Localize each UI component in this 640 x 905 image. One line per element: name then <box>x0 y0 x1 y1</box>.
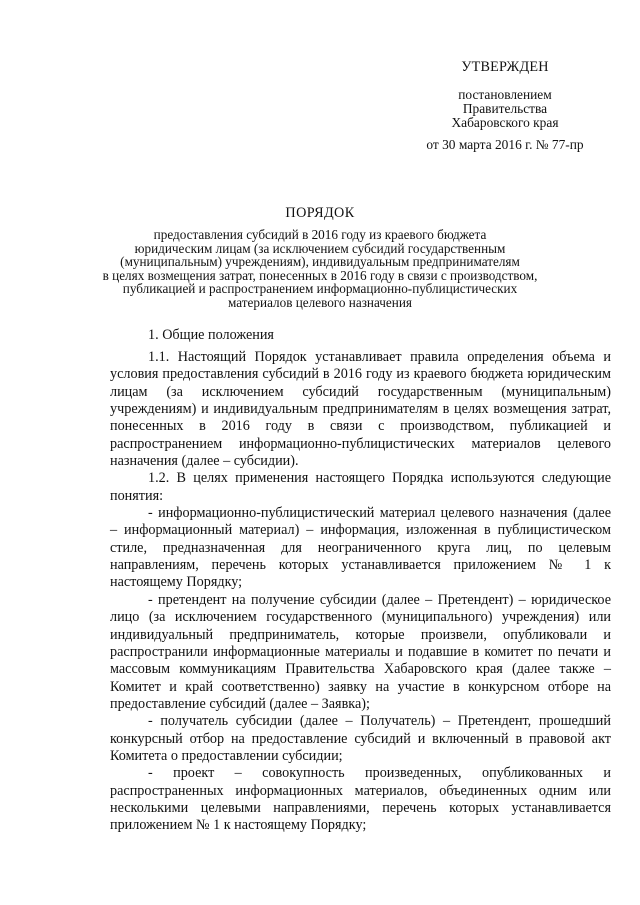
paragraph: - проект – совокупность произведенных, опубликованных и распространенных информационных материалов, объединенных одним или несколькими целевыми направлениями, перечень которых устанавливается приложением № 1 к настоящему Порядку; <box>110 765 611 834</box>
approval-block <box>390 60 620 152</box>
approval-date: от 30 марта 2016 г. № 77-пр <box>426 137 584 152</box>
approval-by-line: Правительства <box>462 101 548 116</box>
document-title: ПОРЯДОК <box>285 205 355 221</box>
paragraph: - информационно-публицистический материал целевого назначения (далее – информационный материал) – информация, изложенная в публицистическом стиле, предназначенная для неограниченного круга лиц, по целевым направлениям, перечень которых устанавливается приложением № 1 к настоящему Порядку; <box>110 505 611 591</box>
paragraph: - получатель субсидии (далее – Получатель) – Претендент, прошедший конкурсный отбор на предоставление субсидий и включенный в правовой акт Комитета о предоставлении субсидии; <box>110 713 611 764</box>
document-body <box>110 349 611 835</box>
subtitle-line: в целях возмещения затрат, понесенных в 2016 году в связи с производством, <box>102 267 538 283</box>
section-heading: 1. Общие положения <box>148 327 274 343</box>
subtitle-line: публикацией и распространением информационно-публицистических <box>122 281 518 297</box>
subtitle-line: предоставления субсидий в 2016 году из краевого бюджета <box>153 227 487 242</box>
subtitle-line: (муниципальным) учреждениям), индивидуальным предпринимателям <box>120 254 520 270</box>
paragraph: - претендент на получение субсидии (далее – Претендент) – юридическое лицо (за исключением государственного (муниципального) учреждения) или индивидуальный предприниматель, которые произвели, опубликовали и распространили информационные материалы и подавшие в комитет по печати и массовым коммуникациям Правительства Хабаровского края (далее также – Комитет и край соответственно) заявку на участие в конкурсном отборе на предоставление субсидий (далее – Заявка); <box>110 591 611 712</box>
approval-heading: УТВЕРЖДЕН <box>461 59 549 75</box>
paragraph: 1.1. Настоящий Порядок устанавливает правила определения объема и условия предоставления субсидий в 2016 году из краевого бюджета юридическим лицам (за исключением субсидий государственным (муниципальным) учреждениям) и индивидуальным предпринимателям в целях возмещения затрат, понесенных в 2016 году в связи с производством, публикацией и распространением информационно-публицистических материалов целевого назначения (далее – субсидии). <box>110 349 611 470</box>
document-subtitle <box>100 228 540 310</box>
subtitle-line: юридическим лицам (за исключением субсидий государственным <box>134 240 506 256</box>
subtitle-line: материалов целевого назначения <box>228 294 412 310</box>
approval-by-line: постановлением <box>458 87 552 102</box>
approval-by-line: Хабаровского края <box>451 115 559 130</box>
paragraph: 1.2. В целях применения настоящего Порядка используются следующие понятия: <box>110 470 611 504</box>
